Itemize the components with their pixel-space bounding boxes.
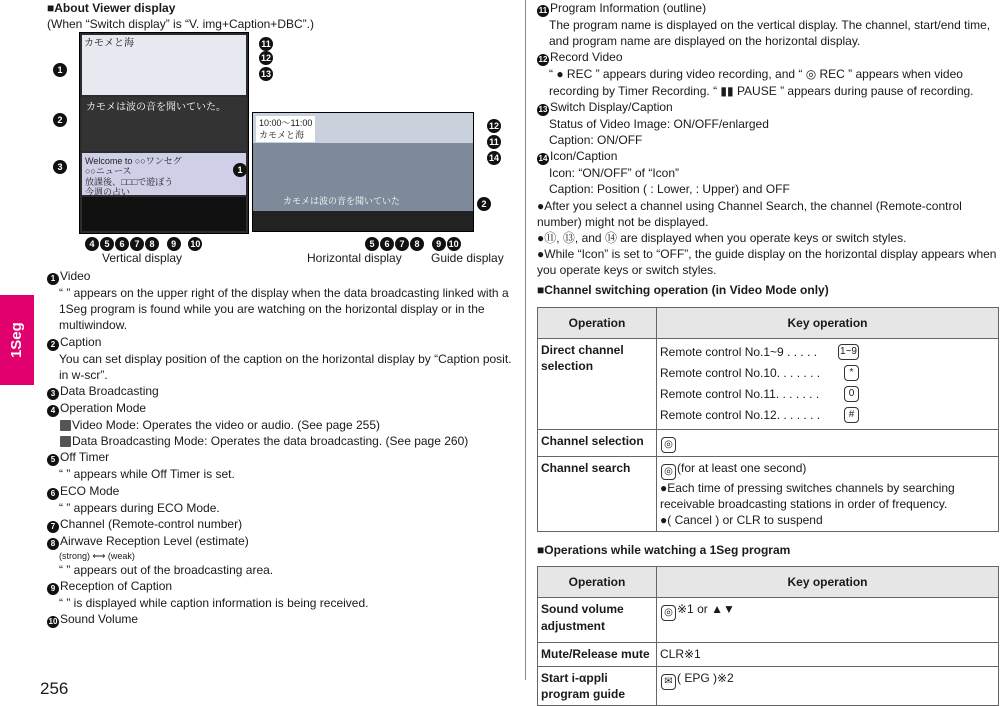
item-2: 2 Caption bbox=[47, 334, 515, 351]
marker-row-v: 4 5 6 7 8 9 10 bbox=[85, 234, 203, 251]
marker-row-h: 5 6 7 8 9 10 bbox=[365, 234, 462, 251]
item-2-body: You can set display position of the caption on the horizontal display by “Caption posit. in w-scr”. bbox=[59, 351, 512, 382]
key-1-9: 1~9 bbox=[838, 344, 859, 360]
select-key-icon: ◎ bbox=[661, 464, 676, 480]
note-3: ●While “Icon” is set to “OFF”, the guide display on the horizontal display appears when you operate keys or switch styles. bbox=[537, 247, 997, 278]
marker-12h: 12 bbox=[488, 121, 499, 131]
table2-col-key: Key operation bbox=[657, 567, 999, 598]
mail-key-icon: ✉ bbox=[661, 674, 676, 690]
item-7: 7 Channel (Remote-control number) bbox=[47, 516, 515, 533]
item-11-body: The program name is displayed on the vertical display. The channel, start/end time, and program name are displayed on the horizontal display. bbox=[549, 18, 991, 49]
note-1: ●After you select a channel using Channel Search, the channel (Remote-control number) might not be displayed. bbox=[537, 198, 962, 229]
item-1: 1 Video bbox=[47, 268, 515, 285]
side-tab bbox=[0, 295, 34, 385]
marker-11: 11 bbox=[259, 34, 274, 51]
vertical-status-bar bbox=[82, 197, 246, 231]
item-6: 6 ECO Mode bbox=[47, 483, 515, 500]
table-row: Channel search ◎ (for at least one second) ●Each time of pressing switches channels by searching receivable broadcasting stations in order of frequency. ●( Cancel ) or CLR to suspend bbox=[538, 456, 999, 532]
table-row: Mute/Release mute CLR※1 bbox=[538, 643, 999, 666]
page-number: 256 bbox=[40, 679, 69, 698]
table-row: Channel selection ◎ bbox=[538, 429, 999, 456]
watching-operations-table bbox=[537, 566, 999, 706]
marker-3: 3 bbox=[53, 157, 68, 174]
item-list-left bbox=[47, 268, 515, 628]
search-note-1: ●Each time of pressing switches channels by searching receivable broadcasting stations in order of frequency. bbox=[660, 480, 955, 511]
item-13-body2: Caption: ON/OFF bbox=[549, 132, 643, 147]
section-subheading: (When “Switch display” is “V. img+Caption+DBC”.) bbox=[47, 17, 314, 32]
signal-scale: (strong) ⟷ (weak) bbox=[59, 550, 135, 561]
table2-col-operation: Operation bbox=[538, 567, 657, 598]
video-mode-icon bbox=[60, 420, 71, 431]
section-heading: ■About Viewer display bbox=[47, 1, 176, 15]
marker-1: 1 bbox=[53, 60, 68, 77]
table-row: Direct channel selection Remote control No.1~9 . . . . . 1~9 Remote control No.10. . . . . . . * Remote control No.11. . . . . . . 0 Remote control No.12. . . . . . . # bbox=[538, 338, 999, 429]
item-8: 8 Airwave Reception Level (estimate) bbox=[47, 533, 515, 550]
item-3: 3 Data Broadcasting bbox=[47, 383, 515, 400]
guide-display-label: Guide display bbox=[431, 251, 504, 265]
item-13: 13 Switch Display/Caption bbox=[538, 99, 673, 114]
vertical-caption-area: カモメは波の音を聞いていた。 bbox=[82, 97, 246, 151]
item-10: 10 Sound Volume bbox=[48, 612, 139, 627]
table1-col-key: Key operation bbox=[657, 307, 999, 338]
item-9-body: “ ” is displayed while caption information is being received. bbox=[59, 596, 369, 611]
horizontal-status-bar bbox=[253, 211, 473, 231]
program-name-v: カモメと海 bbox=[84, 38, 134, 49]
horizontal-display-label: Horizontal display bbox=[307, 251, 402, 265]
channel-switching-table bbox=[537, 307, 999, 533]
item-14: 14 Icon/Caption bbox=[538, 149, 618, 164]
horizontal-caption: カモメは波の音を聞いていた bbox=[283, 195, 401, 206]
vertical-display-label: Vertical display bbox=[102, 251, 183, 265]
marker-12: 12 bbox=[260, 53, 271, 63]
vertical-video-area bbox=[82, 35, 246, 95]
item-5-body: “ ” appears while Off Timer is set. bbox=[59, 467, 235, 482]
marker-14h: 14 bbox=[488, 153, 499, 163]
marker-13: 13 bbox=[260, 69, 271, 79]
search-note-2: ●( Cancel ) or CLR to suspend bbox=[660, 513, 823, 527]
item-14-body2: Caption: Position ( : Lower, : Upper) and OFF bbox=[549, 182, 790, 197]
item-11: 11 Program Information (outline) bbox=[538, 1, 707, 15]
table-row: Start i-αppli program guide ✉ ( EPG )※2 bbox=[538, 666, 999, 705]
item-4-body2: Data Broadcasting Mode: Operates the data broadcasting. (See page 260) bbox=[47, 433, 515, 449]
select-key-icon: ◎ bbox=[661, 437, 676, 453]
side-tab-label: 1Seg bbox=[7, 322, 25, 358]
marker-2: 2 bbox=[53, 110, 68, 127]
marker-2h: 2 bbox=[477, 194, 492, 211]
horizontal-program-info: 10:00～11:00 カモメと海 bbox=[256, 116, 315, 142]
table2-heading: ■Operations while watching a 1Seg program bbox=[537, 543, 791, 558]
item-9: 9 Reception of Caption bbox=[47, 578, 515, 595]
item-8-body: “ ” appears out of the broadcasting area. bbox=[59, 562, 274, 577]
key-hash: # bbox=[844, 407, 859, 423]
select-key-icon: ◎ bbox=[661, 605, 676, 621]
item-13-body: Status of Video Image: ON/OFF/enlarged bbox=[549, 116, 769, 131]
dbc-mode-icon bbox=[60, 436, 71, 447]
item-14-body: Icon: “ON/OFF” of “Icon” bbox=[549, 166, 680, 181]
left-column bbox=[47, 0, 517, 32]
vertical-display bbox=[79, 32, 249, 234]
item-1-body: “ ” appears on the upper right of the display when the data broadcasting linked with a 1Seg program is found while you are watching on the horizontal display or in the multiwindow. bbox=[59, 286, 509, 333]
item-5: 5 Off Timer bbox=[47, 449, 515, 466]
item-6-body: “ ” appears during ECO Mode. bbox=[59, 500, 220, 515]
right-column bbox=[537, 0, 999, 706]
table1-col-operation: Operation bbox=[538, 307, 657, 338]
table1-heading: ■Channel switching operation (in Video Mode only) bbox=[537, 283, 829, 298]
table-row: Sound volume adjustment ◎ ※1 or ▲▼ bbox=[538, 598, 999, 643]
column-divider bbox=[525, 0, 526, 680]
key-0: 0 bbox=[844, 386, 859, 402]
item-12-body: “ ● REC ” appears during video recording, and “ ◎ REC ” appears when video recording by Timer Recording. “ ▮▮ PAUSE ” appears during pause of recording. bbox=[549, 67, 974, 98]
marker-11h: 11 bbox=[487, 132, 502, 149]
key-star: * bbox=[844, 365, 859, 381]
item-4-body: Video Mode: Operates the video or audio. (See page 255) bbox=[47, 417, 515, 433]
vertical-dbc-area: Welcome to ○○ワンセグ ○○ニュース 放課後、□□□で遊ぼう 今週の占い bbox=[82, 153, 246, 195]
item-12: 12 Record Video bbox=[538, 50, 623, 65]
marker-1h: 1 bbox=[233, 160, 248, 177]
viewer-figure bbox=[47, 32, 517, 267]
note-2: ●⑪, ⑬, and ⑭ are displayed when you operate keys or switch styles. bbox=[537, 230, 907, 245]
item-4: 4 Operation Mode bbox=[47, 400, 515, 417]
horizontal-display bbox=[252, 112, 474, 232]
